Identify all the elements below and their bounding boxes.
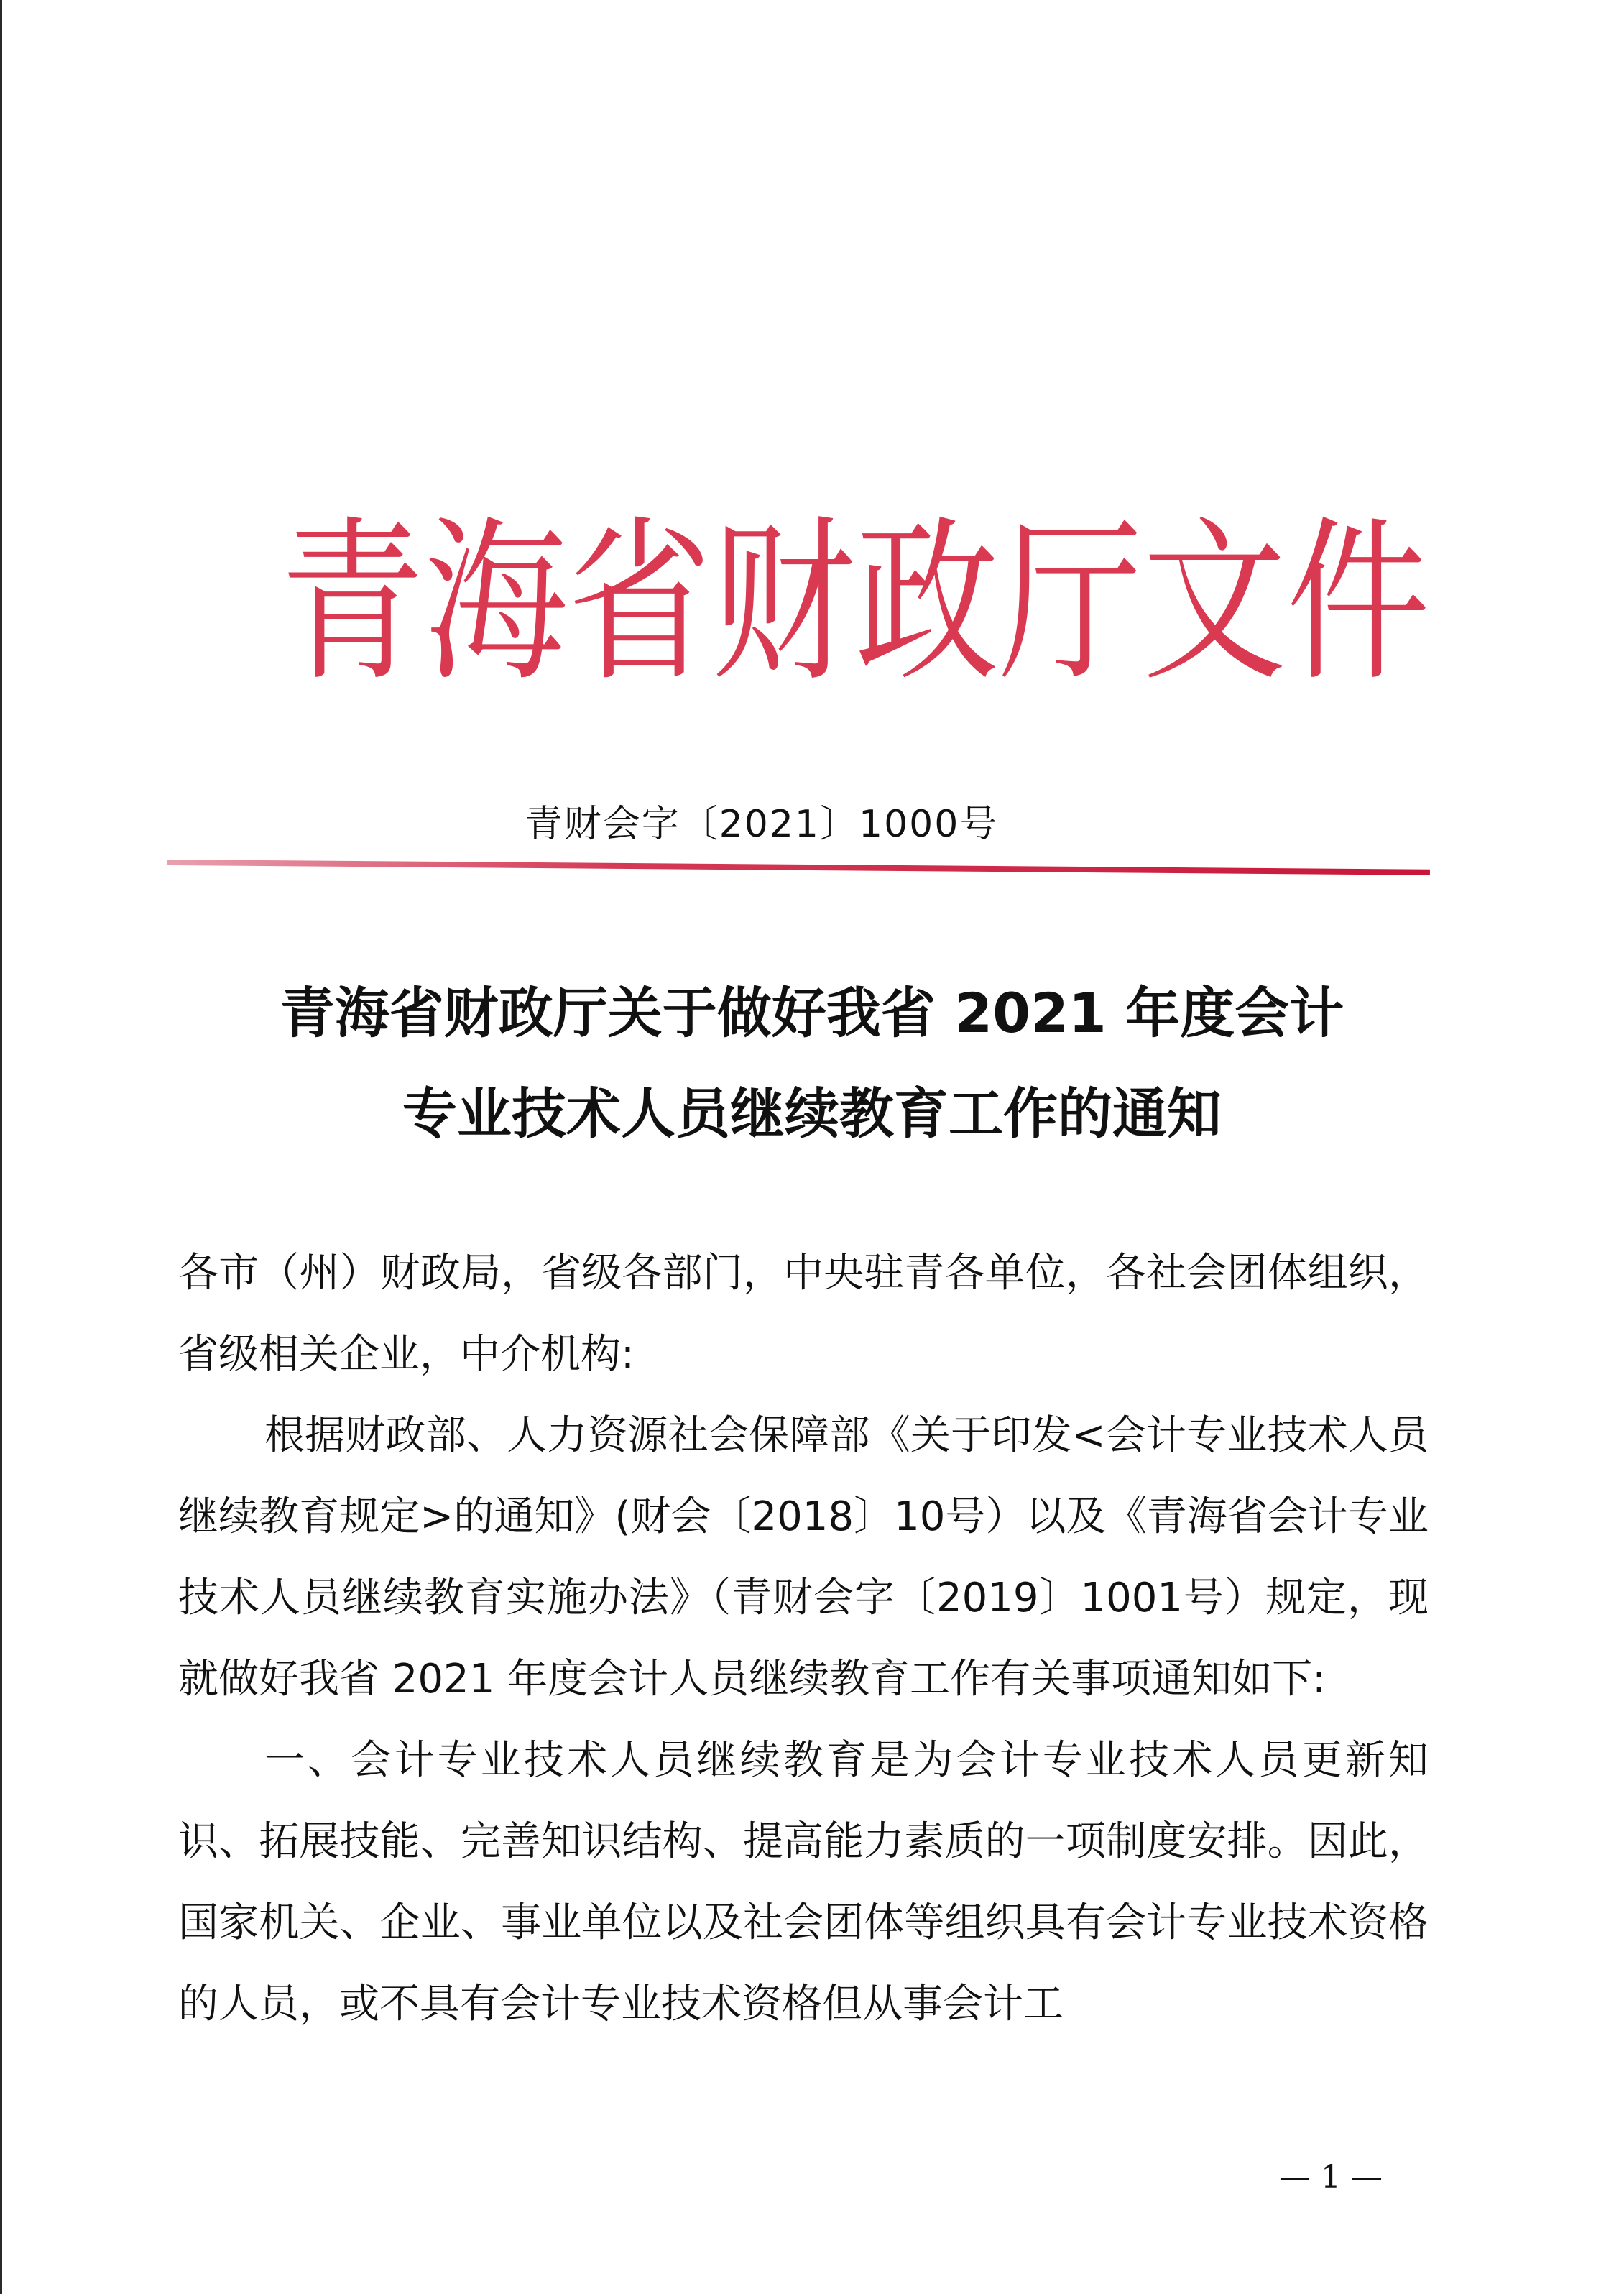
masthead-char: 件 [1286,501,1431,706]
masthead-char: 海 [424,501,568,706]
salutation: 各市（州）财政局，省级各部门，中央驻青各单位，各社会团体组织，省级相关企业，中介机构: [178,1250,1429,1378]
document-number: 青财会字〔2021〕1000号 [525,803,999,846]
masthead-char: 省 [568,501,712,706]
title-line-1: 青海省财政厅关于做好我省 2021 年度会计 [280,981,1344,1045]
masthead-char: 财 [711,501,856,706]
masthead-char: 厅 [999,501,1143,706]
masthead-char: 青 [280,501,425,706]
body-paragraph-1: 根据财政部、人力资源社会保障部《关于印发<会计专业技术人员继续教育规定>的通知》(财会〔2018〕10号）以及《青海省会计专业技术人员继续教育实施办法》（青财会字〔2019〕1001号）规定，现就做好我省 2021 年度会计人员继续教育工作有关事项通知如下: [178,1412,1429,1703]
masthead-char: 政 [855,501,1000,706]
document-masthead [280,501,1431,706]
document-body [178,1233,1429,2045]
red-divider-rule [167,860,1430,875]
document-title [0,963,1624,1164]
masthead-char: 文 [1143,501,1287,706]
title-line-2: 专业技术人员继续教育工作的通知 [402,1082,1222,1146]
page-number: — 1 — [1279,2159,1383,2196]
body-paragraph-2: 一、会计专业技术人员继续教育是为会计专业技术人员更新知识、拓展技能、完善知识结构、提高能力素质的一项制度安排。因此，国家机关、企业、事业单位以及社会团体等组织具有会计专业技术资格的人员，或不具有会计专业技术资格但从事会计工 [178,1737,1429,2027]
